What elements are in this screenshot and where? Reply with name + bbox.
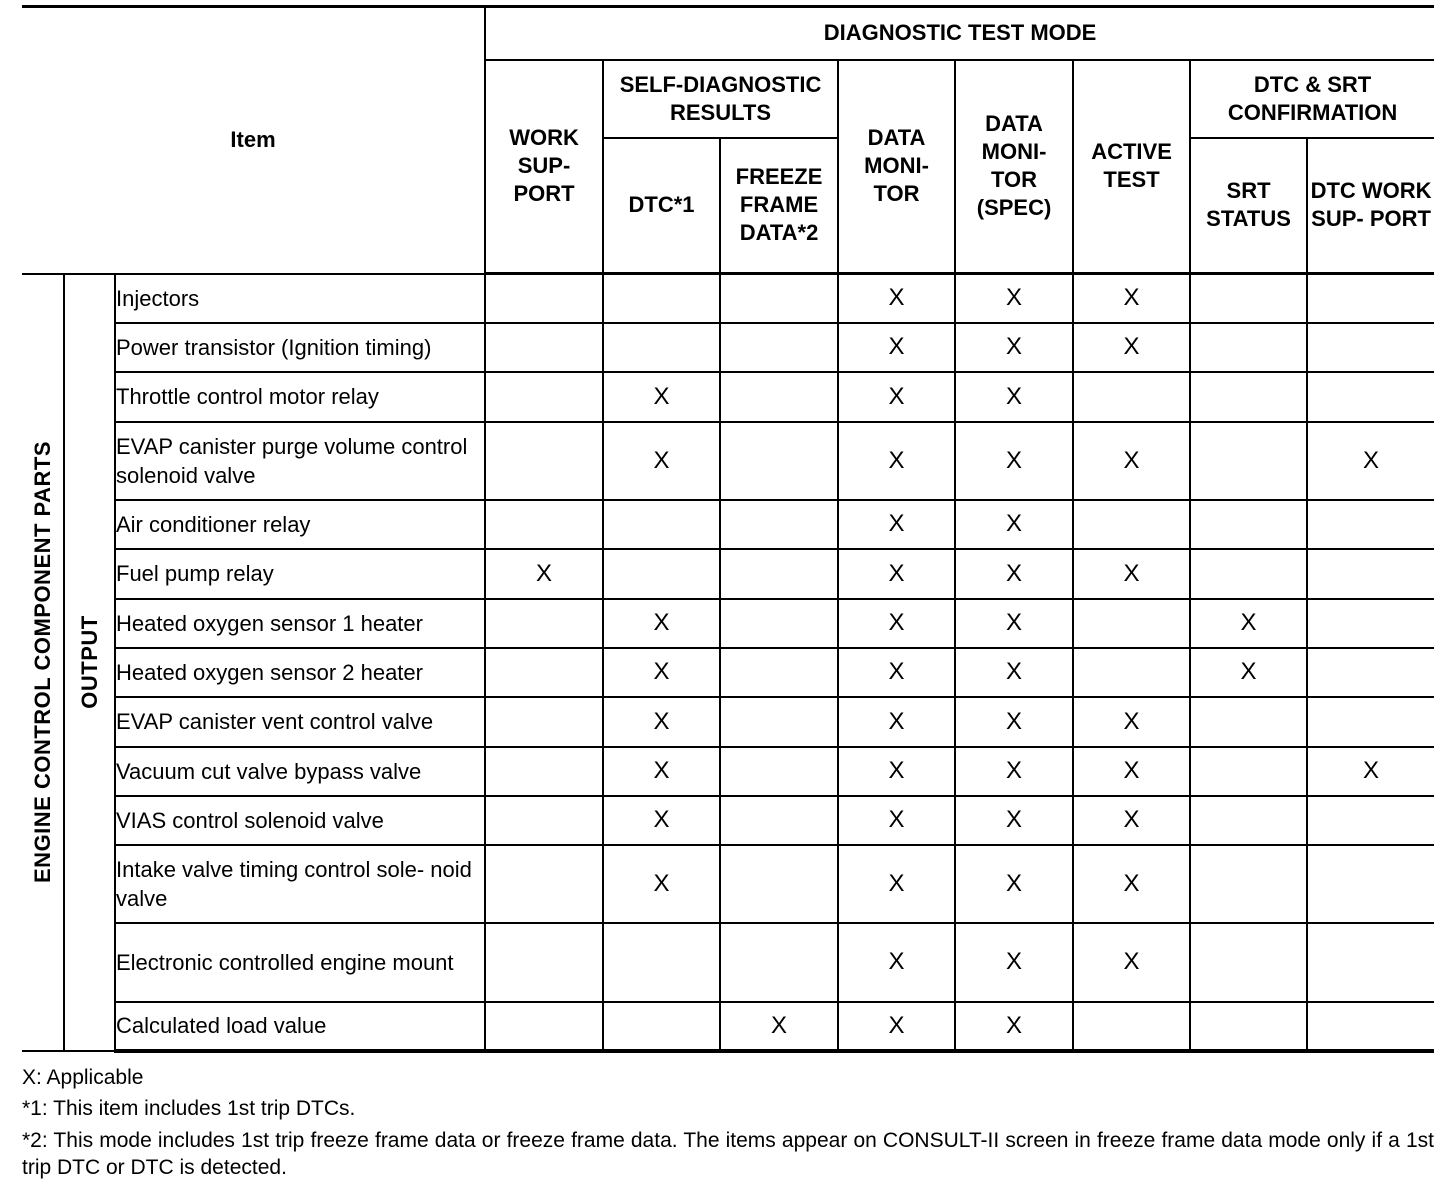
item-header: Item bbox=[22, 7, 485, 274]
mode-cell: X bbox=[1307, 422, 1434, 500]
table-row bbox=[22, 796, 1434, 845]
data-monitor-spec-header: DATA MONI- TOR (SPEC) bbox=[955, 60, 1073, 274]
item-cell: Power transistor (Ignition timing) bbox=[115, 323, 485, 372]
mode-cell: X bbox=[838, 923, 955, 1002]
mode-cell: X bbox=[1073, 845, 1190, 923]
mode-cell: X bbox=[838, 549, 955, 599]
item-cell: Calculated load value bbox=[115, 1002, 485, 1051]
mode-cell: X bbox=[955, 796, 1073, 845]
mode-cell: X bbox=[603, 422, 720, 500]
table-row bbox=[22, 747, 1434, 796]
mode-cell: X bbox=[955, 549, 1073, 599]
mode-cell bbox=[1190, 697, 1307, 747]
mode-cell bbox=[720, 697, 838, 747]
mode-cell bbox=[1307, 796, 1434, 845]
mode-cell: X bbox=[1307, 747, 1434, 796]
diagnostic-test-mode-header: DIAGNOSTIC TEST MODE bbox=[485, 7, 1434, 60]
mode-cell bbox=[485, 372, 603, 422]
mode-cell: X bbox=[838, 372, 955, 422]
mode-cell bbox=[1073, 648, 1190, 697]
mode-cell: X bbox=[1073, 697, 1190, 747]
mode-cell: X bbox=[1073, 796, 1190, 845]
mode-cell bbox=[720, 845, 838, 923]
mode-cell: X bbox=[838, 697, 955, 747]
table-row bbox=[22, 372, 1434, 422]
table-row bbox=[22, 923, 1434, 1002]
data-monitor-header: DATA MONI- TOR bbox=[838, 60, 955, 274]
item-cell: Electronic controlled engine mount bbox=[115, 923, 485, 1002]
note-2: *2: This mode includes 1st trip freeze frame data or freeze frame data. The items appear on CONSULT-II screen in freeze frame data mode only if a 1st trip DTC or DTC is detected. bbox=[22, 1129, 1434, 1179]
mode-cell bbox=[485, 845, 603, 923]
mode-cell bbox=[1190, 845, 1307, 923]
mode-cell: X bbox=[955, 697, 1073, 747]
mode-cell bbox=[485, 500, 603, 549]
mode-cell: X bbox=[838, 599, 955, 648]
mode-cell bbox=[1073, 500, 1190, 549]
group-label: ENGINE CONTROL COMPONENT PARTS bbox=[29, 441, 55, 883]
mode-cell: X bbox=[955, 845, 1073, 923]
mode-cell bbox=[603, 1002, 720, 1051]
item-cell: EVAP canister vent control valve bbox=[115, 697, 485, 747]
mode-cell bbox=[720, 549, 838, 599]
mode-cell: X bbox=[838, 422, 955, 500]
mode-cell: X bbox=[720, 1002, 838, 1051]
mode-cell: X bbox=[1073, 923, 1190, 1002]
group-output bbox=[64, 274, 115, 1051]
mode-cell bbox=[720, 747, 838, 796]
mode-cell bbox=[1190, 500, 1307, 549]
note-applicable: X: Applicable bbox=[22, 1066, 144, 1089]
table-row bbox=[22, 549, 1434, 599]
item-cell: Heated oxygen sensor 2 heater bbox=[115, 648, 485, 697]
mode-cell: X bbox=[1073, 323, 1190, 372]
mode-cell: X bbox=[603, 599, 720, 648]
table-row bbox=[22, 697, 1434, 747]
mode-cell bbox=[485, 422, 603, 500]
mode-cell bbox=[720, 500, 838, 549]
mode-cell bbox=[1073, 1002, 1190, 1051]
mode-cell bbox=[603, 323, 720, 372]
mode-cell bbox=[1190, 747, 1307, 796]
mode-cell bbox=[485, 747, 603, 796]
dtc-work-support-header: DTC WORK SUP- PORT bbox=[1307, 138, 1434, 274]
work-support-header: WORK SUP- PORT bbox=[485, 60, 603, 274]
mode-cell bbox=[1190, 274, 1307, 323]
dtc-header: DTC*1 bbox=[603, 138, 720, 274]
mode-cell bbox=[1190, 796, 1307, 845]
item-cell: VIAS control solenoid valve bbox=[115, 796, 485, 845]
mode-cell bbox=[485, 274, 603, 323]
mode-cell: X bbox=[838, 845, 955, 923]
active-test-header: ACTIVE TEST bbox=[1073, 60, 1190, 274]
mode-cell bbox=[1190, 1002, 1307, 1051]
item-cell: Intake valve timing control sole- noid valve bbox=[115, 845, 485, 923]
mode-cell bbox=[1190, 372, 1307, 422]
mode-cell: X bbox=[1073, 422, 1190, 500]
mode-cell bbox=[1073, 599, 1190, 648]
table-row bbox=[22, 599, 1434, 648]
mode-cell bbox=[1190, 923, 1307, 1002]
mode-cell: X bbox=[838, 648, 955, 697]
mode-cell: X bbox=[955, 648, 1073, 697]
mode-cell: X bbox=[603, 648, 720, 697]
table-row bbox=[22, 648, 1434, 697]
mode-cell bbox=[1307, 500, 1434, 549]
mode-cell bbox=[720, 323, 838, 372]
mode-cell: X bbox=[955, 372, 1073, 422]
note-1: *1: This item includes 1st trip DTCs. bbox=[22, 1097, 356, 1120]
mode-cell bbox=[485, 697, 603, 747]
mode-cell: X bbox=[1190, 599, 1307, 648]
table-row bbox=[22, 1002, 1434, 1051]
diagnostic-test-mode-table bbox=[22, 5, 1434, 1053]
mode-cell: X bbox=[838, 747, 955, 796]
mode-cell: X bbox=[955, 923, 1073, 1002]
table-notes bbox=[22, 1062, 1434, 1181]
mode-cell bbox=[1307, 274, 1434, 323]
mode-cell bbox=[485, 323, 603, 372]
mode-cell: X bbox=[603, 796, 720, 845]
mode-cell: X bbox=[1073, 747, 1190, 796]
mode-cell: X bbox=[838, 1002, 955, 1051]
mode-cell bbox=[1307, 697, 1434, 747]
mode-cell: X bbox=[955, 599, 1073, 648]
mode-cell: X bbox=[955, 1002, 1073, 1051]
mode-cell bbox=[485, 796, 603, 845]
mode-cell bbox=[720, 648, 838, 697]
mode-cell bbox=[1307, 923, 1434, 1002]
self-diagnostic-results-header: SELF-DIAGNOSTIC RESULTS bbox=[603, 60, 838, 138]
table-row bbox=[22, 845, 1434, 923]
mode-cell: X bbox=[955, 500, 1073, 549]
mode-cell bbox=[603, 923, 720, 1002]
mode-cell: X bbox=[603, 697, 720, 747]
mode-cell bbox=[720, 599, 838, 648]
item-cell: Throttle control motor relay bbox=[115, 372, 485, 422]
item-cell: Vacuum cut valve bypass valve bbox=[115, 747, 485, 796]
mode-cell bbox=[720, 372, 838, 422]
mode-cell: X bbox=[1073, 549, 1190, 599]
table-row bbox=[22, 500, 1434, 549]
mode-cell: X bbox=[485, 549, 603, 599]
group-label: OUTPUT bbox=[76, 615, 102, 709]
item-cell: Air conditioner relay bbox=[115, 500, 485, 549]
mode-cell bbox=[485, 599, 603, 648]
srt-status-header: SRT STATUS bbox=[1190, 138, 1307, 274]
mode-cell: X bbox=[955, 274, 1073, 323]
mode-cell: X bbox=[955, 747, 1073, 796]
mode-cell: X bbox=[955, 323, 1073, 372]
mode-cell bbox=[1307, 323, 1434, 372]
mode-cell bbox=[1307, 845, 1434, 923]
group-engine-control-component-parts bbox=[22, 274, 64, 1051]
dtc-srt-confirmation-header: DTC & SRT CONFIRMATION bbox=[1190, 60, 1434, 138]
mode-cell bbox=[1307, 1002, 1434, 1051]
mode-cell: X bbox=[603, 372, 720, 422]
mode-cell bbox=[1190, 549, 1307, 599]
mode-cell: X bbox=[603, 845, 720, 923]
mode-cell bbox=[720, 796, 838, 845]
item-cell: Fuel pump relay bbox=[115, 549, 485, 599]
mode-cell: X bbox=[838, 274, 955, 323]
mode-cell bbox=[485, 1002, 603, 1051]
mode-cell: X bbox=[838, 796, 955, 845]
mode-cell: X bbox=[603, 747, 720, 796]
mode-cell bbox=[1307, 372, 1434, 422]
mode-cell: X bbox=[955, 422, 1073, 500]
table-row bbox=[22, 422, 1434, 500]
mode-cell bbox=[485, 923, 603, 1002]
table-row bbox=[22, 274, 1434, 323]
item-cell: Injectors bbox=[115, 274, 485, 323]
mode-cell bbox=[485, 648, 603, 697]
freeze-frame-data-header: FREEZE FRAME DATA*2 bbox=[720, 138, 838, 274]
mode-cell bbox=[1307, 648, 1434, 697]
mode-cell bbox=[1190, 323, 1307, 372]
mode-cell bbox=[720, 923, 838, 1002]
mode-cell bbox=[1190, 422, 1307, 500]
mode-cell bbox=[603, 274, 720, 323]
mode-cell: X bbox=[838, 500, 955, 549]
item-cell: Heated oxygen sensor 1 heater bbox=[115, 599, 485, 648]
table-row bbox=[22, 323, 1434, 372]
mode-cell bbox=[720, 274, 838, 323]
mode-cell bbox=[603, 549, 720, 599]
mode-cell bbox=[1073, 372, 1190, 422]
mode-cell bbox=[720, 422, 838, 500]
item-cell: EVAP canister purge volume control solenoid valve bbox=[115, 422, 485, 500]
mode-cell: X bbox=[1190, 648, 1307, 697]
mode-cell: X bbox=[838, 323, 955, 372]
mode-cell bbox=[1307, 549, 1434, 599]
mode-cell bbox=[603, 500, 720, 549]
mode-cell: X bbox=[1073, 274, 1190, 323]
mode-cell bbox=[1307, 599, 1434, 648]
